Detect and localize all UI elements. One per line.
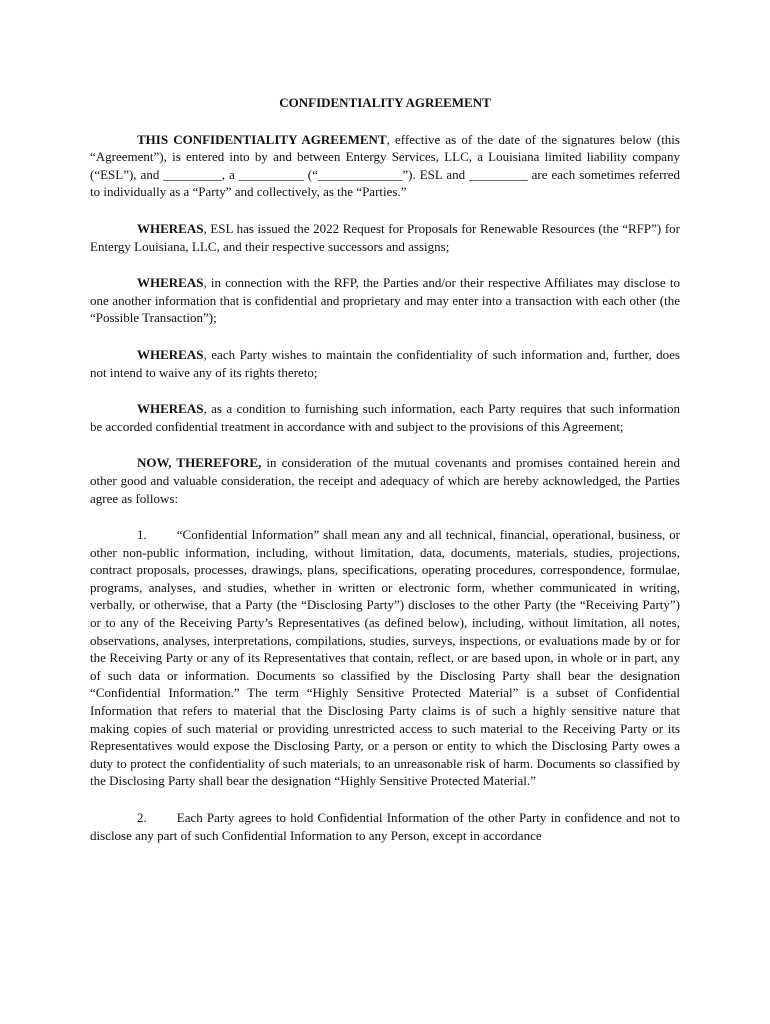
recital-lead: WHEREAS bbox=[137, 220, 204, 236]
operative-text: in consideration of the mutual covenants and promises contained herein and other good and valuable consideration, the receipt and adequacy of which are hereby acknowledged, the Parties agree as follows: bbox=[90, 455, 680, 506]
document-title: CONFIDENTIALITY AGREEMENT bbox=[279, 95, 491, 110]
recital-paragraph bbox=[90, 346, 680, 381]
section-text: Each Party agrees to hold Confidential Information of the other Party in confidence and not to disclose any part of such Confidential Information to any Person, except in accordance bbox=[90, 810, 680, 843]
section-number: 2. bbox=[137, 810, 147, 825]
recital-lead: WHEREAS bbox=[137, 275, 204, 291]
recital-lead: WHEREAS bbox=[137, 346, 204, 362]
recital-text: , in connection with the RFP, the Parties and/or their respective Affiliates may disclose to one another information that is confidential and proprietary and may enter into a transaction with each other (the “Possible Transaction”); bbox=[90, 275, 680, 326]
recital-text: , as a condition to furnishing such information, each Party requires that such information be accorded confidential treatment in accordance with and subject to the provisions of this Agreement; bbox=[90, 401, 680, 434]
recital-paragraph bbox=[90, 400, 680, 435]
section-text: “Confidential Information” shall mean any and all technical, financial, operational, business, or other non-public information, including, without limitation, data, documents, materials, studies, projections, contract proposals, processes, drawings, plans, specifications, operating procedures, correspondence, formulae, programs, analyses, and studies, whether in written or electronic form, whether communicated in writing, verbally, or otherwise, that a Party (the “Disclosing Party”) discloses to the other Party (the “Receiving Party”) or to any of the Receiving Party’s Representatives (as defined below), including, without limitation, all notes, observations, analyses, interpretations, compilations, studies, surveys, inspections, or evaluations made by or for the Receiving Party or any of its Representatives that contain, reflect, or are based upon, in whole or in part, any of such data or information. Documents so classified by the Disclosing Party shall bear the designation “Confidential Information.” The term “Highly Sensitive Protected Material” is a subset of Confidential Information that refers to material that the Disclosing Party claims is of such a highly sensitive nature that making copies of such material or providing unrestricted access to such material to the Receiving Party or its Representatives would expose the Disclosing Party, or a person or entity to which the Disclosing Party owes a duty to protect the confidentiality of such materials, to an unreasonable risk of harm. Documents so classified by the Disclosing Party shall bear the designation “Highly Sensitive Protected Material.” bbox=[90, 527, 680, 789]
section-number: 1. bbox=[137, 527, 147, 543]
recital-text: , each Party wishes to maintain the confidentiality of such information and, further, does not intend to waive any of its rights thereto; bbox=[90, 346, 680, 380]
recital-paragraph bbox=[90, 220, 680, 255]
operative-lead: NOW, THEREFORE, bbox=[137, 455, 262, 471]
intro-text: , effective as of the date of the signatures below (this “Agreement”), is entered into by and between Entergy Services, LLC, a Louisiana limited liability company (“ESL”), and _________, a __________ (“_____________”). ESL and _________ are each sometimes referred to individually as a “Party” and collectively, as the “Parties.” bbox=[90, 131, 680, 200]
recital-text: , ESL has issued the 2022 Request for Proposals for Renewable Resources (the “RFP”) for Entergy Louisiana, LLC, and their respective successors and assigns; bbox=[90, 220, 680, 254]
operative-paragraph bbox=[90, 454, 680, 507]
document-page bbox=[90, 94, 680, 863]
recital-paragraph bbox=[90, 274, 680, 327]
section-paragraph bbox=[90, 809, 680, 844]
intro-lead: THIS CONFIDENTIALITY AGREEMENT bbox=[137, 131, 387, 147]
recital-lead: WHEREAS bbox=[137, 401, 204, 417]
section-paragraph bbox=[90, 526, 680, 790]
intro-paragraph bbox=[90, 131, 680, 201]
